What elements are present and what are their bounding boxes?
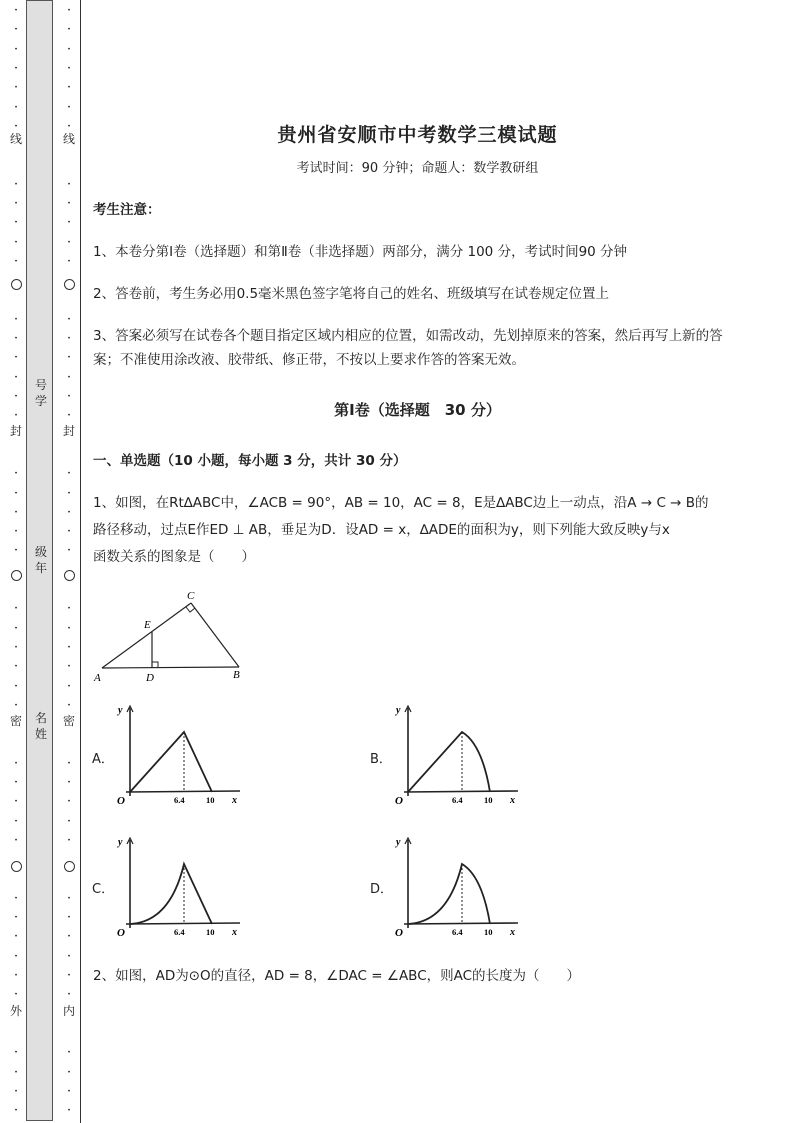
- cut-line-dot: •: [67, 952, 71, 960]
- cut-line-dot: •: [14, 122, 18, 130]
- y-axis-label: y: [396, 837, 401, 848]
- cut-line-dot: •: [14, 643, 18, 651]
- cut-line-dot: •: [67, 817, 71, 825]
- vertex-b: B: [233, 669, 240, 681]
- cut-line-dot: •: [14, 1068, 18, 1076]
- cut-line-dot: •: [14, 933, 18, 941]
- inner-dotted-cut-line: [62, 0, 76, 1123]
- option-a-graph[interactable]: [112, 700, 252, 810]
- origin-label: O: [117, 927, 125, 939]
- cut-line-dot: •: [67, 412, 71, 420]
- tick-label-6-4: 6.4: [174, 927, 185, 937]
- cut-line-dot: •: [67, 894, 71, 902]
- option-c-graph[interactable]: [112, 832, 252, 942]
- notice-item-1: 1、本卷分第Ⅰ卷（选择题）和第Ⅱ卷（非选择题）两部分，满分 100 分，考试时间90 分钟: [93, 244, 628, 260]
- cut-line-dot: •: [14, 470, 18, 478]
- cut-line-dot: •: [67, 528, 71, 536]
- section-title: 第Ⅰ卷（选择题 30 分）: [334, 401, 501, 419]
- cut-line-dot: •: [14, 894, 18, 902]
- option-b-label[interactable]: B．: [370, 752, 392, 767]
- cut-line-dot: •: [14, 26, 18, 34]
- vertex-a: A: [94, 672, 101, 684]
- cut-line-dot: •: [67, 933, 71, 941]
- cut-line-dot: •: [14, 84, 18, 92]
- cut-line-dot: •: [67, 547, 71, 555]
- cut-line-dot: •: [67, 103, 71, 111]
- x-axis: [126, 923, 240, 924]
- cut-line-dot: •: [67, 122, 71, 130]
- cut-line-dot: •: [14, 836, 18, 844]
- y-axis-label: y: [118, 837, 123, 848]
- notice-item-3: 3、答案必须写在试卷各个题目指定区域内相应的位置，如需改动，先划掉原来的答案，然后再写上新的答案；不准使用涂改液、胶带纸、修正带，不按以上要求作答的答案无效。: [93, 328, 723, 368]
- cut-line-dot: •: [14, 335, 18, 343]
- outer-circle: [11, 570, 22, 581]
- cut-line-dot: •: [14, 701, 18, 709]
- tick-label-6-4: 6.4: [452, 795, 463, 805]
- cut-line-dot: •: [14, 779, 18, 786]
- x-axis-label: x: [232, 927, 237, 938]
- option-d-label[interactable]: D．: [370, 882, 394, 897]
- q1-line-2: 路径移动，过点E作ED ⊥ AB，垂足为D．设AD = x，∆ADE的面积为y，则下列能大致反映y与x: [93, 522, 670, 538]
- cut-line-dot: •: [14, 257, 18, 265]
- tick-label-6-4: 6.4: [452, 927, 463, 937]
- cut-line-dot: •: [67, 605, 71, 613]
- cut-line-dot: •: [67, 972, 71, 979]
- cut-line-dot: •: [14, 219, 18, 227]
- cut-line-dot: •: [67, 1107, 71, 1115]
- cut-line-dot: •: [67, 701, 71, 709]
- outer-label-wai: 外: [9, 1004, 22, 1018]
- inner-label-nei: 内: [62, 1004, 75, 1018]
- function-curve: [130, 864, 212, 924]
- tick-label-10: 10: [484, 795, 493, 805]
- cut-line-dot: •: [14, 238, 18, 246]
- x-axis-label: x: [510, 795, 515, 806]
- inner-circle: [64, 861, 75, 872]
- option-a-label[interactable]: A．: [92, 752, 114, 767]
- cut-line-dot: •: [14, 952, 18, 960]
- cut-line-dot: •: [14, 489, 18, 497]
- x-axis: [404, 923, 518, 924]
- q1-line-3: 函数关系的图象是（ ）: [93, 549, 255, 565]
- cut-line-dot: •: [67, 26, 71, 34]
- cut-line-dot: •: [14, 412, 18, 420]
- function-curve: [408, 864, 490, 924]
- cut-line-dot: •: [14, 7, 18, 14]
- notice-item-2: 2、答卷前，考生务必用0.5毫米黑色签字笔将自己的姓名、班级填写在试卷规定位置上: [93, 286, 610, 302]
- cut-line-dot: •: [67, 354, 71, 362]
- x-axis: [404, 791, 518, 792]
- cut-line-dot: •: [14, 663, 18, 671]
- cut-line-dot: •: [14, 200, 18, 207]
- exam-subtitle: 考试时间：90 分钟；命题人：数学教研组: [296, 161, 539, 176]
- cut-line-dot: •: [14, 991, 18, 999]
- q1-triangle-figure: [90, 585, 260, 685]
- side-ab: [102, 667, 239, 668]
- cut-line-dot: •: [67, 914, 71, 922]
- cut-line-dot: •: [14, 315, 18, 323]
- cut-line-dot: •: [14, 354, 18, 362]
- cut-line-dot: •: [67, 257, 71, 265]
- cut-line-dot: •: [67, 836, 71, 844]
- cut-line-dot: •: [14, 180, 18, 188]
- y-axis-label: y: [396, 705, 401, 716]
- cut-line-dot: •: [14, 1107, 18, 1115]
- cut-line-dot: •: [67, 393, 71, 400]
- cut-line-dot: •: [67, 7, 71, 14]
- vertex-e: E: [144, 619, 151, 631]
- inner-circle: [64, 570, 75, 581]
- outer-circle: [11, 861, 22, 872]
- outer-circle: [11, 279, 22, 290]
- y-axis-label: y: [118, 705, 123, 716]
- cut-line-dot: •: [67, 489, 71, 497]
- x-axis-label: x: [232, 795, 237, 806]
- cut-line-dot: •: [67, 200, 71, 207]
- cut-line-dot: •: [67, 180, 71, 188]
- cut-line-dot: •: [14, 1087, 18, 1095]
- cut-line-dot: •: [67, 682, 71, 690]
- binding-line: [80, 0, 81, 1123]
- cut-line-dot: •: [67, 1049, 71, 1057]
- cut-line-dot: •: [14, 508, 18, 516]
- outer-label-xian: 线: [9, 132, 22, 146]
- cut-line-dot: •: [67, 1068, 71, 1076]
- cut-line-dot: •: [67, 238, 71, 246]
- inner-label-mi: 密: [62, 714, 75, 728]
- tick-label-10: 10: [484, 927, 493, 937]
- cut-line-dot: •: [67, 991, 71, 999]
- cut-line-dot: •: [67, 798, 71, 806]
- cut-line-dot: •: [14, 45, 18, 53]
- name-label: 名 姓: [34, 711, 47, 741]
- cut-line-dot: •: [14, 972, 18, 979]
- outer-dotted-cut-line: [9, 0, 23, 1123]
- cut-line-dot: •: [14, 373, 18, 381]
- inner-label-feng: 封: [62, 424, 75, 438]
- cut-line-dot: •: [14, 914, 18, 922]
- cut-line-dot: •: [67, 470, 71, 478]
- cut-line-dot: •: [67, 335, 71, 343]
- outer-label-mi: 密: [9, 714, 22, 728]
- right-angle-mark-c: [186, 607, 195, 612]
- notice-heading: 考生注意：: [93, 202, 161, 218]
- cut-line-dot: •: [67, 1087, 71, 1095]
- tick-label-10: 10: [206, 795, 215, 805]
- outer-label-feng: 封: [9, 424, 22, 438]
- cut-line-dot: •: [67, 663, 71, 671]
- cut-line-dot: •: [14, 682, 18, 690]
- q2-text: 2、如图，AD为⊙O的直径，AD = 8，∠DAC = ∠ABC，则AC的长度为（ ）: [93, 968, 581, 984]
- student-number-label: 号 学: [34, 378, 47, 408]
- vertex-d: D: [146, 672, 154, 684]
- origin-label: O: [117, 795, 125, 807]
- x-axis: [126, 791, 240, 792]
- option-d-graph[interactable]: [390, 832, 530, 942]
- cut-line-dot: •: [14, 528, 18, 536]
- option-b-graph[interactable]: [390, 700, 530, 810]
- q1-line-1: 1、如图，在Rt∆ABC中，∠ACB = 90°，AB = 10，AC = 8，E是∆ABC边上一动点，沿A → C → B的: [93, 495, 709, 511]
- part-heading: 一、单选题（10 小题，每小题 3 分，共计 30 分）: [93, 453, 407, 469]
- function-curve: [130, 732, 212, 792]
- cut-line-dot: •: [67, 45, 71, 53]
- inner-label-xian: 线: [62, 132, 75, 146]
- cut-line-dot: •: [67, 643, 71, 651]
- cut-line-dot: •: [14, 547, 18, 555]
- cut-line-dot: •: [14, 759, 18, 767]
- cut-line-dot: •: [67, 315, 71, 323]
- tick-label-6-4: 6.4: [174, 795, 185, 805]
- vertex-c: C: [187, 590, 195, 602]
- cut-line-dot: •: [14, 64, 18, 72]
- origin-label: O: [395, 927, 403, 939]
- inner-circle: [64, 279, 75, 290]
- cut-line-dot: •: [14, 624, 18, 632]
- cut-line-dot: •: [67, 84, 71, 92]
- cut-line-dot: •: [67, 759, 71, 767]
- cut-line-dot: •: [14, 1049, 18, 1057]
- cut-line-dot: •: [14, 103, 18, 111]
- origin-label: O: [395, 795, 403, 807]
- cut-line-dot: •: [14, 817, 18, 825]
- cut-line-dot: •: [14, 605, 18, 613]
- cut-line-dot: •: [67, 508, 71, 516]
- cut-line-dot: •: [67, 779, 71, 786]
- option-c-label[interactable]: C．: [92, 882, 115, 897]
- side-cb: [191, 603, 239, 667]
- cut-line-dot: •: [67, 373, 71, 381]
- grade-label: 级 年: [34, 545, 47, 575]
- cut-line-dot: •: [67, 64, 71, 72]
- cut-line-dot: •: [67, 219, 71, 227]
- cut-line-dot: •: [14, 798, 18, 806]
- tick-label-10: 10: [206, 927, 215, 937]
- cut-line-dot: •: [67, 624, 71, 632]
- page-title: 贵州省安顺市中考数学三模试题: [277, 124, 558, 146]
- function-curve: [408, 732, 490, 792]
- cut-line-dot: •: [14, 393, 18, 400]
- x-axis-label: x: [510, 927, 515, 938]
- side-ac: [102, 603, 191, 668]
